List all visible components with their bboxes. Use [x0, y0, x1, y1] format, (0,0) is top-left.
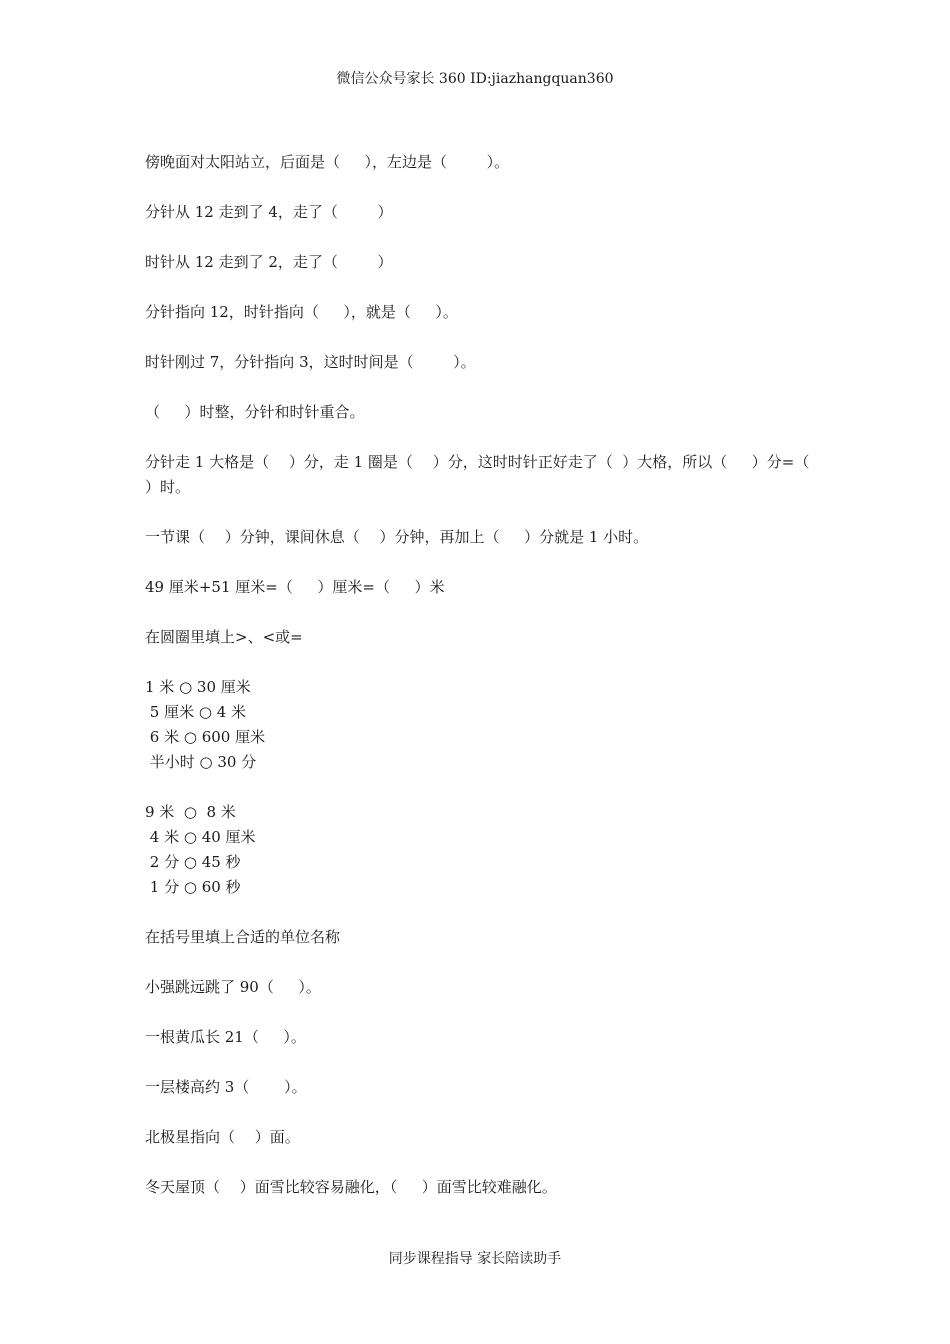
- compare-item: 5 厘米 ○ 4 米: [145, 703, 247, 721]
- question-line: 49 厘米+51 厘米=（ ）厘米=（ ）米: [145, 578, 445, 596]
- question-line: （ ）时整，分针和时针重合。: [145, 403, 365, 421]
- compare-item: 2 分 ○ 45 秒: [145, 853, 241, 871]
- compare-item: 1 分 ○ 60 秒: [145, 878, 241, 896]
- question-line: 分针走 1 大格是（ ）分，走 1 圈是（ ）分，这时时针正好走了（ ）大格，所以（ ）分=（: [145, 453, 810, 471]
- compare-item: 半小时 ○ 30 分: [145, 753, 257, 771]
- worksheet-body: [145, 150, 813, 1200]
- question-line: 冬天屋顶（ ）面雪比较容易融化，（ ）面雪比较难融化。: [145, 1178, 557, 1196]
- question-line: 一层楼高约 3（ ）。: [145, 1078, 307, 1096]
- section-instruction: 在圆圈里填上>、<或=: [145, 628, 303, 646]
- page-footer: 同步课程指导 家长陪读助手: [388, 1251, 562, 1267]
- question-line: 一根黄瓜长 21（ ）。: [145, 1028, 306, 1046]
- question-line-continued: ）时。: [145, 478, 191, 496]
- question-line: 分针从 12 走到了 4，走了（ ）: [145, 203, 393, 221]
- question-line: 北极星指向（ ）面。: [145, 1128, 300, 1146]
- section-instruction: 在括号里填上合适的单位名称: [145, 928, 341, 946]
- question-line: 时针从 12 走到了 2，走了（ ）: [145, 253, 393, 271]
- page-header: 微信公众号家长 360 ID:jiazhangquan360: [336, 71, 614, 87]
- compare-item: 1 米 ○ 30 厘米: [145, 678, 251, 696]
- question-line: 傍晚面对太阳站立，后面是（ ），左边是（ ）。: [145, 153, 510, 171]
- question-line: 时针刚过 7，分针指向 3，这时时间是（ ）。: [145, 353, 476, 371]
- compare-item: 4 米 ○ 40 厘米: [145, 828, 256, 846]
- compare-item: 6 米 ○ 600 厘米: [145, 728, 266, 746]
- compare-item: 9 米 ○ 8 米: [145, 803, 236, 821]
- question-line: 分针指向 12，时针指向（ ），就是（ ）。: [145, 303, 458, 321]
- question-line: 一节课（ ）分钟，课间休息（ ）分钟，再加上（ ）分就是 1 小时。: [145, 528, 649, 546]
- question-line: 小强跳远跳了 90（ ）。: [145, 978, 321, 996]
